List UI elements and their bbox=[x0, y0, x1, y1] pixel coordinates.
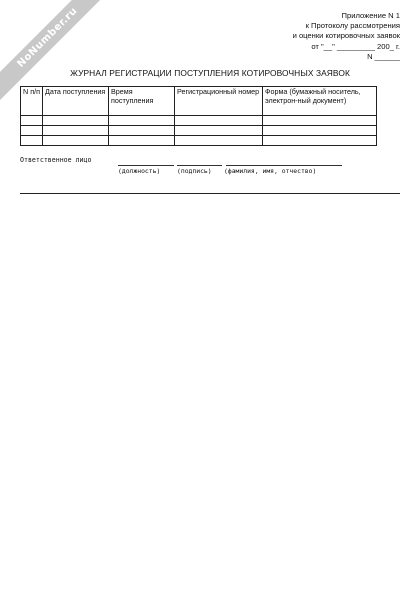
table-cell bbox=[109, 136, 175, 146]
full-name-caption: (фамилия, имя, отчество) bbox=[224, 167, 317, 175]
signature-line bbox=[177, 165, 222, 166]
appendix-line: к Протоколу рассмотрения bbox=[305, 21, 400, 31]
table-cell bbox=[21, 126, 43, 136]
table-row bbox=[21, 136, 377, 146]
appendix-line: и оценки котировочных заявок bbox=[292, 31, 400, 41]
header-registration-number: Регистрационный номер bbox=[175, 87, 263, 116]
header-time: Время поступления bbox=[109, 87, 175, 116]
table-cell bbox=[263, 116, 377, 126]
table-cell bbox=[175, 126, 263, 136]
appendix-header bbox=[293, 11, 400, 62]
position-line bbox=[118, 165, 174, 166]
signature-caption: (подпись) bbox=[177, 167, 212, 175]
table-cell bbox=[109, 116, 175, 126]
full-name-line bbox=[226, 165, 342, 166]
responsible-person-label: Ответственное лицо bbox=[20, 156, 92, 164]
header-form: Форма (бумажный носитель, электрон-ный документ) bbox=[263, 87, 377, 116]
table-cell bbox=[109, 126, 175, 136]
header-date: Дата поступления bbox=[43, 87, 109, 116]
registration-journal-table bbox=[20, 86, 377, 146]
appendix-line: от "__" _________ 200_ г. bbox=[311, 41, 400, 51]
position-caption: (должность) bbox=[118, 167, 161, 175]
table-cell bbox=[263, 126, 377, 136]
watermark-ribbon: NoNumber.ru bbox=[0, 0, 126, 116]
table-cell bbox=[175, 116, 263, 126]
table-row bbox=[21, 116, 377, 126]
table-cell bbox=[175, 136, 263, 146]
table-row bbox=[21, 126, 377, 136]
horizontal-divider bbox=[20, 193, 400, 194]
table-cell bbox=[43, 126, 109, 136]
appendix-line: N ______ bbox=[367, 51, 400, 61]
table-cell bbox=[21, 116, 43, 126]
table-header-row bbox=[21, 87, 377, 116]
header-number: N п/п bbox=[21, 87, 43, 116]
table-cell bbox=[43, 136, 109, 146]
table-cell bbox=[43, 116, 109, 126]
table-cell bbox=[21, 136, 43, 146]
document-title: ЖУРНАЛ РЕГИСТРАЦИИ ПОСТУПЛЕНИЯ КОТИРОВОЧНЫХ ЗАЯВОК bbox=[70, 68, 350, 78]
appendix-line: Приложение N 1 bbox=[341, 11, 400, 20]
table-cell bbox=[263, 136, 377, 146]
